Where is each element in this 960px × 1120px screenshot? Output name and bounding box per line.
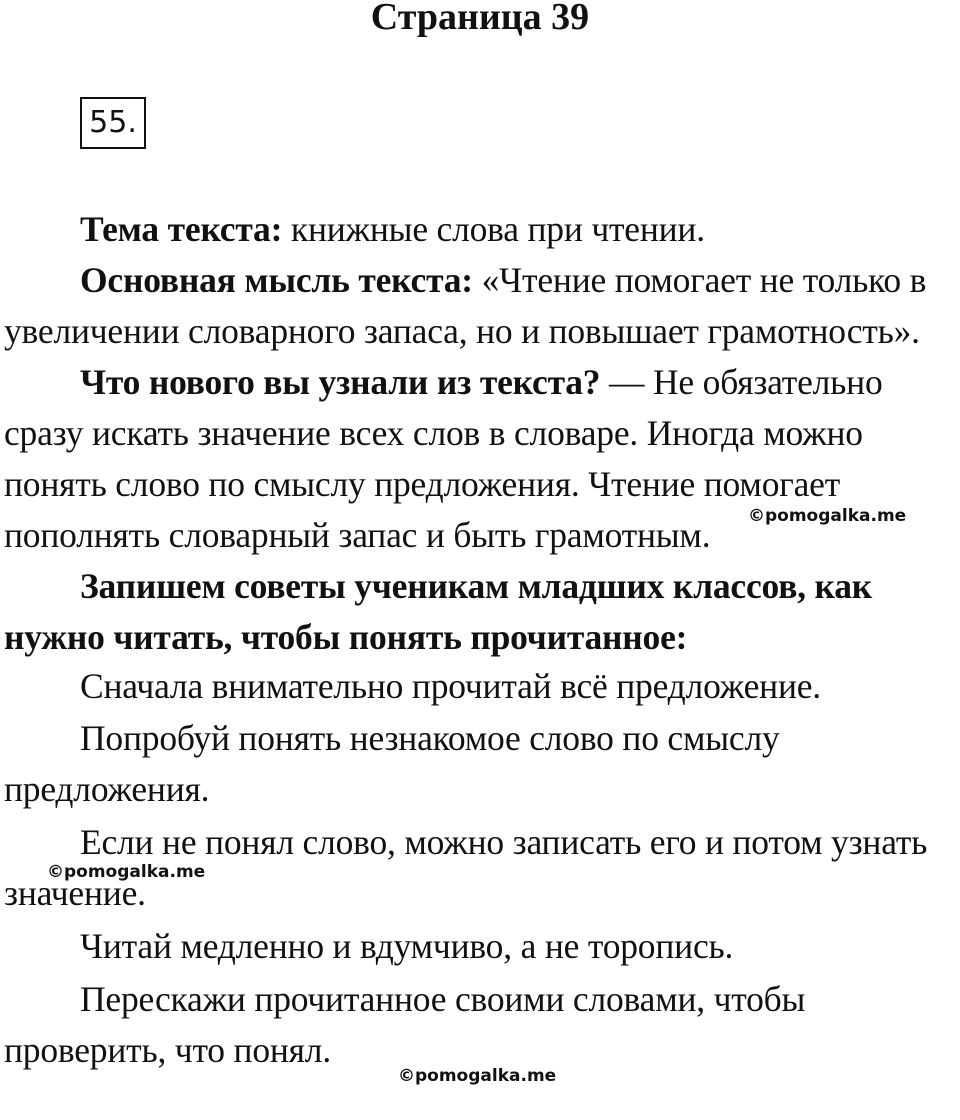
advice-item: Если не понял слово, можно записать его и потом узнать значение.: [4, 822, 928, 913]
advice-heading: [4, 561, 960, 663]
advice-item: Попробуй понять незнакомое слово по смыслу предложения.: [4, 718, 780, 809]
learned-text: — Не обязательно сразу искать значение всех слов в словаре. Иногда можно понять слово по смыслу предложения. Чтение помогает пополнять словарный запас и быть грамотным.: [4, 362, 883, 555]
theme-text: книжные слова при чтении.: [282, 209, 705, 249]
advice-item: Перескажи прочитанное своими словами, чтобы проверить, что понял.: [4, 979, 806, 1070]
main-idea-text: «Чтение помогает не только в увеличении словарного запаса, но и повышает грамотность».: [4, 260, 927, 351]
exercise-number-box: 55.: [80, 97, 146, 149]
watermark: ©pomogalka.me: [47, 862, 206, 882]
watermark: ©pomogalka.me: [398, 1066, 557, 1086]
theme-label: Тема текста:: [80, 209, 283, 249]
main-idea-paragraph: [4, 255, 960, 357]
advice-item: Читай медленно и вдумчиво, а не торопись.: [80, 926, 734, 966]
learned-paragraph: [4, 357, 960, 561]
learned-label: Что нового вы узнали из текста?: [80, 362, 601, 402]
advice-item: Сначала внимательно прочитай всё предложение.: [80, 666, 821, 706]
theme-paragraph: [4, 204, 960, 255]
page-title: Страница 39: [370, 0, 590, 38]
watermark: ©pomogalka.me: [748, 506, 907, 526]
answer-text: [4, 204, 960, 1076]
main-idea-label: Основная мысль текста:: [80, 260, 473, 300]
advice-heading-text: Запишем советы ученикам младших классов, как нужно читать, чтобы понять прочитанное:: [4, 566, 873, 657]
